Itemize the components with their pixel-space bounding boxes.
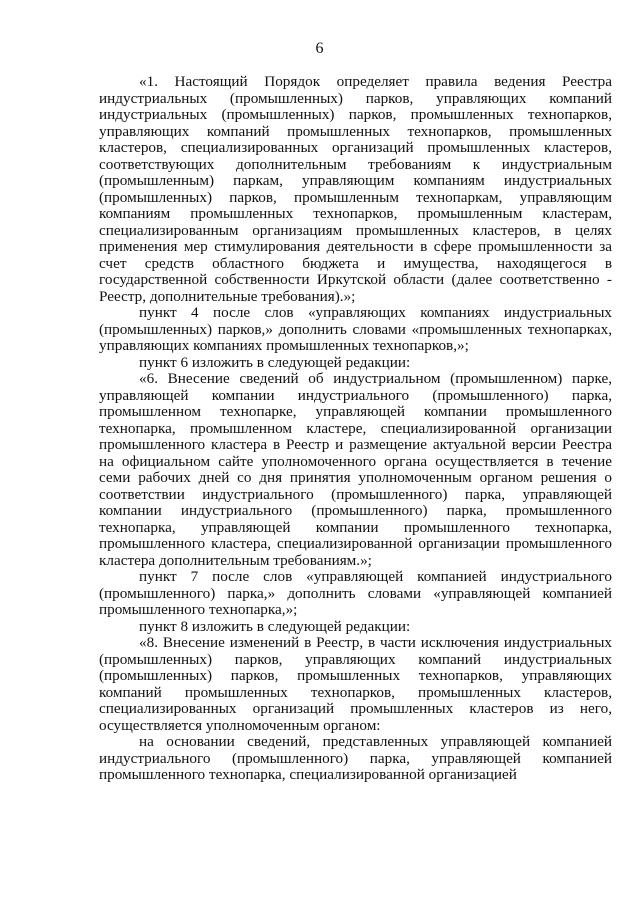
- paragraph-5: пункт 7 после слов «управляющей компанией индустриального (промышленного) парка,» дополнить словами «управляющей компанией промышленного технопарка,»;: [99, 568, 612, 618]
- page-number: 6: [315, 40, 324, 57]
- paragraph-6: пункт 8 изложить в следующей редакции:: [139, 617, 411, 635]
- paragraph-2: пункт 4 после слов «управляющих компаниях индустриальных (промышленных) парков,» дополнить словами «промышленных технопарках, управляющих компаниях промышленных технопарков,»;: [99, 304, 612, 354]
- paragraph-4: «6. Внесение сведений об индустриальном (промышленном) парке, управляющей компании индустриального (промышленного) парка, промышленном технопарке, управляющей компании промышленного технопарка, промышленном кластере, специализированной организации промышленного кластера в Реестр и размещение актуальной версии Реестра на официальном сайте уполномоченного органа осуществляется в течение семи рабочих дней со дня принятия уполномоченным органом решения о соответствии индустриального (промышленного) парка, управляющей компании индустриального (промышленного) парка, промышленного технопарка, управляющей компании промышленного технопарка, промышленного кластера, специализированной организации промышленного кластера дополнительным требованиям.»;: [99, 370, 612, 569]
- paragraph-3: пункт 6 изложить в следующей редакции:: [139, 353, 411, 371]
- paragraph-7: «8. Внесение изменений в Реестр, в части исключения индустриальных (промышленных) парков, управляющих компаний индустриальных (промышленных) парков, промышленных технопарков, управляющих компаний промышленных технопарков, промышленных кластеров, специализированных организаций промышленных кластеров из него, осуществляется уполномоченным органом:: [99, 634, 612, 734]
- paragraph-1: «1. Настоящий Порядок определяет правила ведения Реестра индустриальных (промышленных) парков, управляющих компаний индустриальных (промышленных) парков, промышленных технопарков, управляющих компаний промышленных технопарков, промышленных кластеров, специализированных организаций промышленных кластеров, соответствующих дополнительным требованиям к индустриальным (промышленным) паркам, управляющим компаниям индустриальных (промышленных) парков, промышленным технопаркам, управляющим компаниям промышленных технопарков, промышленным кластерам, специализированным организациям промышленных кластеров, в целях применения мер стимулирования деятельности в сфере промышленности за счет средств областного бюджета и имущества, находящегося в государственной собственности Иркутской области (далее соответственно - Реестр, дополнительные требования).»;: [99, 73, 612, 305]
- document-body: [99, 74, 612, 784]
- paragraph-8: на основании сведений, представленных управляющей компанией индустриального (промышленного) парка, управляющей компанией промышленного технопарка, специализированной организацией: [99, 733, 612, 783]
